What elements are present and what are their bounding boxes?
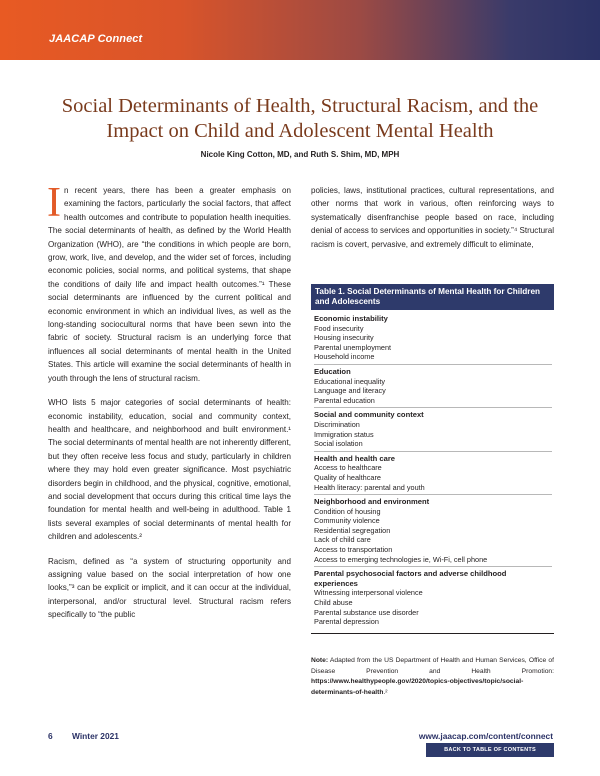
journal-url-link[interactable]: www.jaacap.com/content/connect	[418, 731, 553, 741]
group-item: Community violence	[314, 516, 380, 526]
group-item: Residential segregation	[314, 525, 391, 535]
note-label: Note:	[311, 657, 329, 664]
group-item: Discrimination	[314, 419, 360, 429]
table-1	[311, 284, 554, 634]
group-item: Access to emerging technologies ie, Wi-Fi, cell phone	[314, 554, 488, 564]
table-group	[314, 451, 552, 492]
drop-cap: I	[47, 180, 61, 226]
note-link[interactable]: https://www.healthypeople.gov/2020/topics-objectives/topic/social-determinants-of-health	[311, 678, 524, 696]
group-item: Parental depression	[314, 617, 379, 627]
group-title: Social and community context	[314, 410, 424, 420]
note-end: .²	[383, 688, 388, 696]
paragraph-intro	[47, 180, 291, 385]
table-note	[311, 656, 554, 698]
paragraph-structural-racism: policies, laws, institutional practices, cultural representations, and other norms that work in various, often reinforcing ways to systematically disenfranchise people based on race, including denial of access to services and opportunities in society.”⁴ Structural racism is covert, pervasive, and extremely difficult to eliminate,	[311, 186, 554, 249]
table-group	[314, 566, 552, 627]
article-title: Social Determinants of Health, Structural Racism, and the Impact on Child and Adolescent Mental Health	[61, 95, 539, 142]
back-to-toc-button[interactable]: BACK TO TABLE OF CONTENTS	[426, 743, 554, 757]
group-title: Neighborhood and environment	[314, 497, 430, 507]
group-title: Health and health care	[314, 453, 396, 463]
group-item: Lack of child care	[314, 535, 371, 545]
group-item: Access to healthcare	[314, 463, 382, 473]
paragraph-racism: Racism, defined as “a system of structuring opportunity and assigning value based on the social interpretation of how one looks,”³ can be explicit or implicit, and it can occur at the individual, interpersonal, and/or structural level. Structural racism refers specifically to “the public	[48, 556, 291, 620]
group-item: Household income	[314, 352, 375, 362]
left-column	[47, 180, 291, 633]
table-title: Table 1. Social Determinants of Mental Health for Children and Adolescents	[311, 284, 554, 310]
paragraph-who: WHO lists 5 major categories of social determinants of health: economic instability, education, social and community context, health and healthcare, and neighborhood and built environment.¹ The social determinants of mental health are not inherently different, but they often receive less focus and study, particularly in children where they may hold even greater significance. Most psychiatric disorders begin in childhood, and the physical, cognitive, emotional, and social development that occurs during this critical time lays the foundation for mental health and well-being in adulthood. Table 1 lists several examples of social determinants of mental health for children and adolescents.²	[48, 398, 291, 542]
group-title: Parental psychosocial factors and adverse childhood experiences	[314, 569, 507, 588]
group-item: Child abuse	[314, 598, 353, 608]
paragraph-intro-text: n recent years, there has been a greater emphasis on examining the factors, particularly the social factors, that affect health outcomes and contribute to population health inequities. The social determinants of health, as defined by the World Health Organization (WHO), are “the conditions in which people are born, grow, work, live, and develop, and the wider set of forces, including economic policies, social norms, and political systems, that shape the conditions of daily life and impact health outcomes.”¹ These social determinants are influenced by the current political and economic environment in which an individual lives, as well as the long-standing sociocultural norms that have been sewn into the fabric of society. Structural racism is an underlying force that influences all social determinants of mental health in the United States. This article will examine the social determinants of health in youth through the lens of structural racism.	[48, 186, 291, 383]
group-item: Parental education	[314, 395, 375, 405]
group-item: Educational inequality	[314, 376, 385, 386]
note-text: Adapted from the US Department of Health and Human Services, Office of Disease Prevention and Health Promotion:	[311, 657, 554, 675]
table-group	[314, 364, 552, 405]
group-item: Parental substance use disorder	[314, 607, 419, 617]
right-column	[311, 184, 554, 262]
group-item: Condition of housing	[314, 506, 381, 516]
article-authors: Nicole King Cotton, MD, and Ruth S. Shim, MD, MPH	[200, 150, 400, 159]
group-item: Health literacy: parental and youth	[314, 482, 425, 492]
group-item: Access to transportation	[314, 545, 393, 555]
group-item: Immigration status	[314, 429, 374, 439]
table-body	[311, 310, 554, 634]
group-title: Education	[314, 366, 351, 376]
group-item: Quality of healthcare	[314, 472, 381, 482]
table-group	[314, 312, 552, 362]
group-item: Social isolation	[314, 439, 363, 449]
group-item: Housing insecurity	[314, 333, 374, 343]
table-group	[314, 407, 552, 448]
header-banner	[0, 0, 600, 60]
journal-name: JAACAP Connect	[49, 33, 143, 45]
group-item: Food insecurity	[314, 323, 364, 333]
table-group	[314, 494, 552, 564]
group-item: Language and literacy	[314, 386, 386, 396]
group-title: Economic instability	[314, 314, 388, 323]
issue-label: Winter 2021	[72, 731, 119, 741]
group-item: Witnessing interpersonal violence	[314, 588, 423, 598]
page-number: 6	[48, 731, 53, 741]
group-item: Parental unemployment	[314, 342, 392, 352]
